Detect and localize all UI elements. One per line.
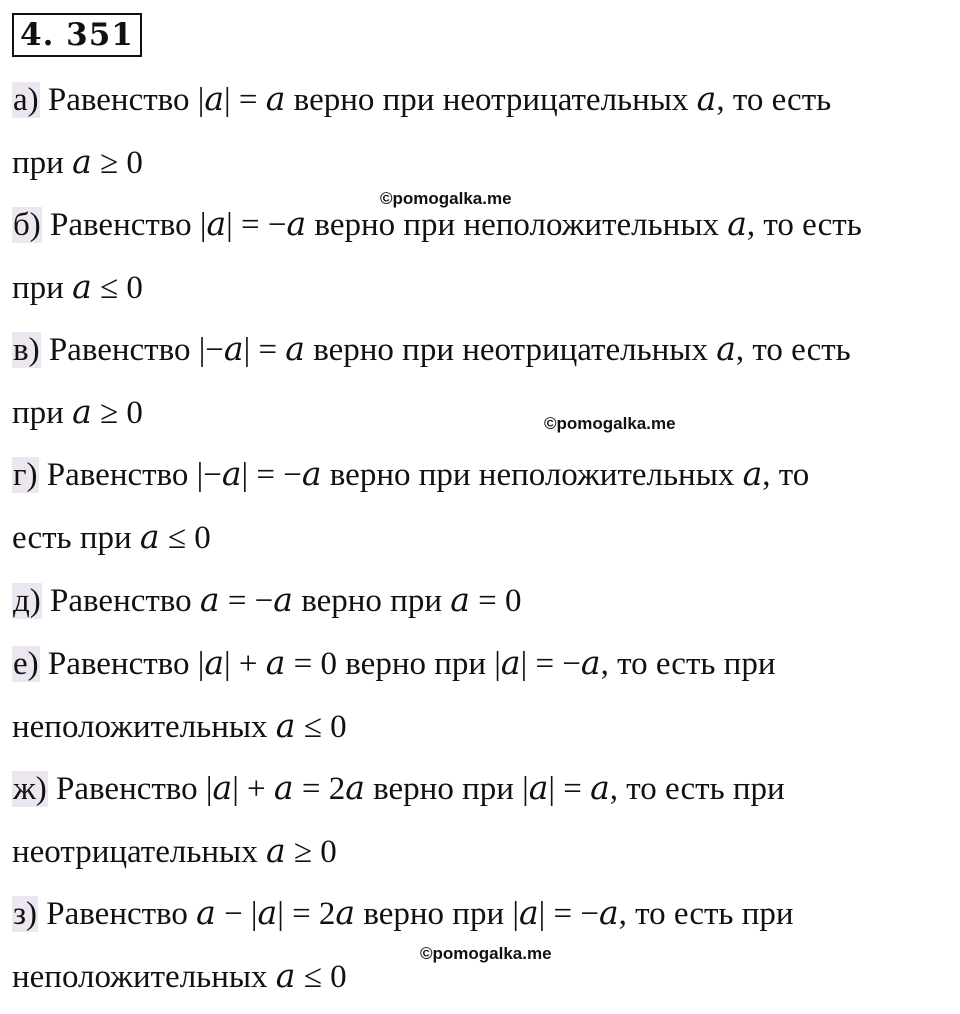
item-d-line-1 [12, 581, 522, 621]
item-text: неположительных 𝑎 ≤ 0 [12, 709, 347, 745]
item-marker: в) [13, 332, 40, 368]
item-text: при 𝑎 ≥ 0 [12, 395, 143, 431]
item-text: есть при 𝑎 ≤ 0 [12, 520, 211, 556]
item-text: Равенство |𝑎| + 𝑎 = 2𝑎 верно при |𝑎| = 𝑎, то есть при [47, 771, 785, 807]
item-zh-line-2 [12, 832, 337, 872]
item-text: Равенство |𝑎| = −𝑎 верно при неположительных 𝑎, то есть [41, 207, 862, 243]
item-text: Равенство |𝑎| + 𝑎 = 0 верно при |𝑎| = −𝑎, то есть при [39, 646, 776, 682]
item-zh-line-1 [12, 769, 785, 809]
item-z-line-2 [12, 957, 347, 997]
item-text: неотрицательных 𝑎 ≥ 0 [12, 834, 337, 870]
item-text: Равенство 𝑎 = −𝑎 верно при 𝑎 = 0 [41, 583, 522, 619]
item-g-line-2 [12, 518, 211, 558]
item-text: при 𝑎 ≤ 0 [12, 270, 143, 306]
item-marker: е) [13, 646, 39, 682]
watermark: ©pomogalka.me [380, 189, 512, 208]
item-text: Равенство |−𝑎| = 𝑎 верно при неотрицательных 𝑎, то есть [40, 332, 851, 368]
item-marker: а) [13, 82, 39, 118]
item-e-line-1 [12, 644, 776, 684]
item-z-line-1 [12, 894, 794, 934]
item-marker: ж) [13, 771, 47, 807]
item-e-line-2 [12, 707, 347, 747]
item-a-line-1 [12, 80, 831, 120]
item-marker: б) [13, 207, 41, 243]
problem-number: 4. 351 [12, 13, 142, 57]
item-marker: д) [13, 583, 41, 619]
item-text: Равенство |𝑎| = 𝑎 верно при неотрицательных 𝑎, то есть [39, 82, 832, 118]
item-marker: з) [13, 896, 38, 932]
item-a-line-2 [12, 143, 143, 183]
item-v-line-2 [12, 393, 143, 433]
item-marker: г) [13, 457, 38, 493]
item-g-line-1 [12, 455, 809, 495]
item-b-line-1 [12, 205, 862, 245]
watermark: ©pomogalka.me [544, 414, 676, 433]
item-b-line-2 [12, 268, 143, 308]
item-text: Равенство 𝑎 − |𝑎| = 2𝑎 верно при |𝑎| = −𝑎, то есть при [38, 896, 794, 932]
item-text: при 𝑎 ≥ 0 [12, 145, 143, 181]
watermark: ©pomogalka.me [420, 944, 552, 963]
item-v-line-1 [12, 330, 851, 370]
item-text: Равенство |−𝑎| = −𝑎 верно при неположительных 𝑎, то [38, 457, 810, 493]
item-text: неположительных 𝑎 ≤ 0 [12, 959, 347, 995]
